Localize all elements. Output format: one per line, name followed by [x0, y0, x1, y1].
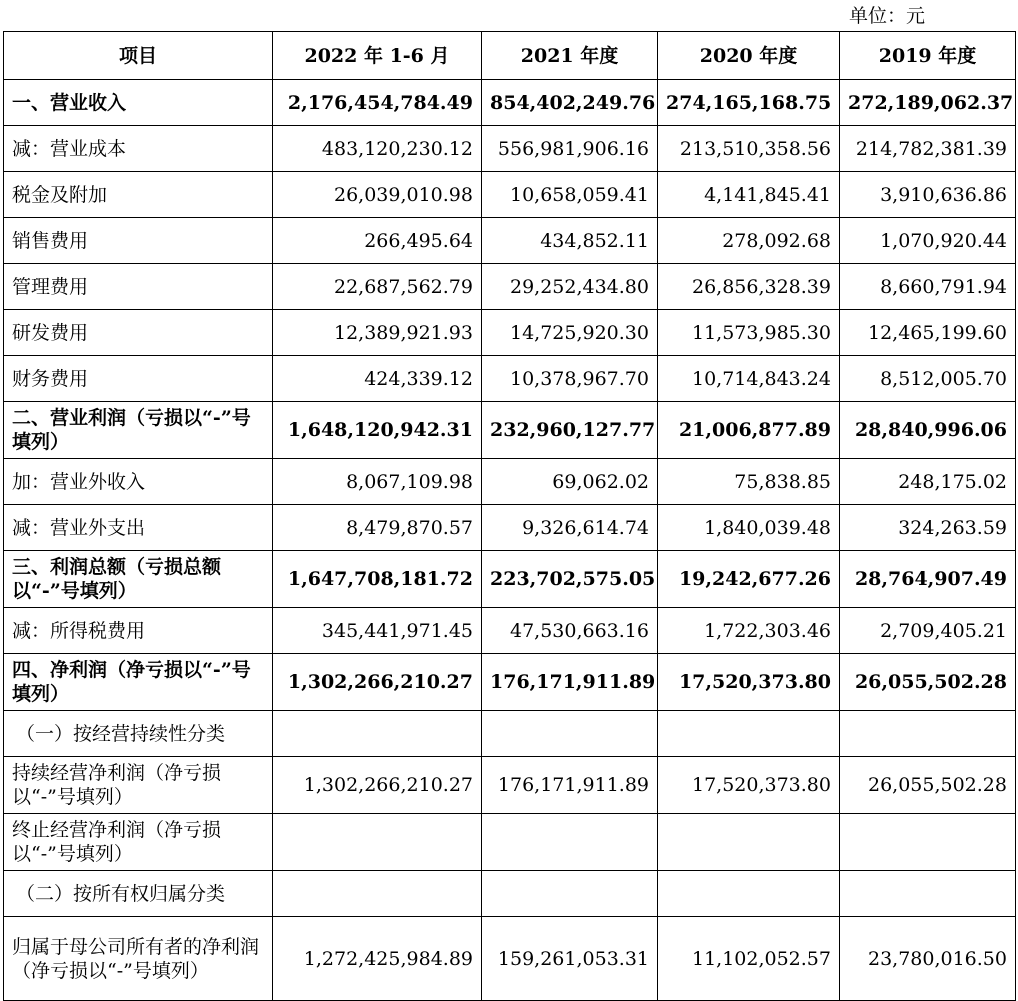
row-value: 2,176,454,784.49	[273, 80, 482, 126]
row-value: 232,960,127.77	[482, 402, 658, 459]
row-value: 28,840,996.06	[840, 402, 1016, 459]
table-row	[4, 356, 1016, 402]
row-value: 28,764,907.49	[840, 551, 1016, 608]
row-value: 1,272,425,984.89	[273, 917, 482, 1001]
table-row	[4, 654, 1016, 711]
row-value: 4,141,845.41	[658, 172, 840, 218]
row-value: 274,165,168.75	[658, 80, 840, 126]
row-value	[658, 871, 840, 917]
row-value: 1,070,920.44	[840, 218, 1016, 264]
row-value: 345,441,971.45	[273, 608, 482, 654]
row-label: 加：营业外收入	[4, 459, 273, 505]
row-label: （二）按所有权归属分类	[4, 871, 273, 917]
row-value: 8,512,005.70	[840, 356, 1016, 402]
row-value	[658, 711, 840, 757]
row-value: 223,702,575.05	[482, 551, 658, 608]
column-header-item: 项目	[4, 32, 273, 80]
row-value: 1,722,303.46	[658, 608, 840, 654]
row-label: 减：营业外支出	[4, 505, 273, 551]
row-value: 9,326,614.74	[482, 505, 658, 551]
row-value: 75,838.85	[658, 459, 840, 505]
row-label: 研发费用	[4, 310, 273, 356]
row-value: 1,840,039.48	[658, 505, 840, 551]
row-label: （一）按经营持续性分类	[4, 711, 273, 757]
row-value: 1,302,266,210.27	[273, 757, 482, 814]
row-value	[273, 871, 482, 917]
table-row	[4, 917, 1016, 1001]
row-value: 14,725,920.30	[482, 310, 658, 356]
row-value: 26,055,502.28	[840, 757, 1016, 814]
row-value: 483,120,230.12	[273, 126, 482, 172]
row-value: 3,910,636.86	[840, 172, 1016, 218]
table-row	[4, 218, 1016, 264]
row-value: 434,852.11	[482, 218, 658, 264]
row-label: 管理费用	[4, 264, 273, 310]
row-label: 归属于母公司所有者的净利润（净亏损以“-”号填列）	[4, 917, 273, 1001]
row-value: 8,479,870.57	[273, 505, 482, 551]
row-label: 财务费用	[4, 356, 273, 402]
table-row	[4, 505, 1016, 551]
row-label: 二、营业利润（亏损以“-”号填列）	[4, 402, 273, 459]
row-value	[658, 814, 840, 871]
row-value: 26,039,010.98	[273, 172, 482, 218]
row-value: 1,647,708,181.72	[273, 551, 482, 608]
row-value: 23,780,016.50	[840, 917, 1016, 1001]
row-value: 1,648,120,942.31	[273, 402, 482, 459]
row-value: 176,171,911.89	[482, 654, 658, 711]
column-header-period: 2019 年度	[840, 32, 1016, 80]
row-value: 10,714,843.24	[658, 356, 840, 402]
table-header-row	[4, 32, 1016, 80]
row-label: 减：营业成本	[4, 126, 273, 172]
row-label: 销售费用	[4, 218, 273, 264]
table-row	[4, 80, 1016, 126]
row-value: 248,175.02	[840, 459, 1016, 505]
row-value: 176,171,911.89	[482, 757, 658, 814]
row-value: 10,378,967.70	[482, 356, 658, 402]
row-value: 22,687,562.79	[273, 264, 482, 310]
row-value: 12,389,921.93	[273, 310, 482, 356]
row-value	[840, 814, 1016, 871]
row-value: 17,520,373.80	[658, 757, 840, 814]
table-row	[4, 551, 1016, 608]
row-label: 一、营业收入	[4, 80, 273, 126]
row-value: 214,782,381.39	[840, 126, 1016, 172]
row-value: 12,465,199.60	[840, 310, 1016, 356]
row-value: 424,339.12	[273, 356, 482, 402]
table-row	[4, 608, 1016, 654]
row-value	[482, 871, 658, 917]
row-value: 2,709,405.21	[840, 608, 1016, 654]
row-label: 减：所得税费用	[4, 608, 273, 654]
row-label: 三、利润总额（亏损总额以“-”号填列）	[4, 551, 273, 608]
row-value: 26,856,328.39	[658, 264, 840, 310]
row-value: 11,102,052.57	[658, 917, 840, 1001]
row-label: 四、净利润（净亏损以“-”号填列）	[4, 654, 273, 711]
row-value: 26,055,502.28	[840, 654, 1016, 711]
row-value: 29,252,434.80	[482, 264, 658, 310]
row-value: 11,573,985.30	[658, 310, 840, 356]
row-value: 1,302,266,210.27	[273, 654, 482, 711]
row-value	[273, 711, 482, 757]
table-row	[4, 459, 1016, 505]
row-value: 8,660,791.94	[840, 264, 1016, 310]
column-header-period: 2020 年度	[658, 32, 840, 80]
row-label: 终止经营净利润（净亏损以“-”号填列）	[4, 814, 273, 871]
income-statement-table	[3, 31, 1016, 1001]
row-value: 324,263.59	[840, 505, 1016, 551]
row-value: 21,006,877.89	[658, 402, 840, 459]
row-value: 47,530,663.16	[482, 608, 658, 654]
row-value	[273, 814, 482, 871]
row-value	[482, 814, 658, 871]
table-row	[4, 172, 1016, 218]
row-value	[840, 711, 1016, 757]
row-label: 税金及附加	[4, 172, 273, 218]
table-row	[4, 310, 1016, 356]
row-value: 17,520,373.80	[658, 654, 840, 711]
row-value	[840, 871, 1016, 917]
table-row	[4, 264, 1016, 310]
row-value: 159,261,053.31	[482, 917, 658, 1001]
row-value: 272,189,062.37	[840, 80, 1016, 126]
column-header-period: 2021 年度	[482, 32, 658, 80]
table-row	[4, 126, 1016, 172]
row-value: 854,402,249.76	[482, 80, 658, 126]
row-value: 266,495.64	[273, 218, 482, 264]
row-value: 8,067,109.98	[273, 459, 482, 505]
table-row	[4, 814, 1016, 871]
row-value: 19,242,677.26	[658, 551, 840, 608]
table-row	[4, 402, 1016, 459]
row-value: 10,658,059.41	[482, 172, 658, 218]
column-header-period: 2022 年 1-6 月	[273, 32, 482, 80]
row-value: 556,981,906.16	[482, 126, 658, 172]
row-value	[482, 711, 658, 757]
table-row	[4, 757, 1016, 814]
table-row	[4, 711, 1016, 757]
row-value: 69,062.02	[482, 459, 658, 505]
table-row	[4, 871, 1016, 917]
row-value: 213,510,358.56	[658, 126, 840, 172]
unit-label: 单位：元	[848, 5, 925, 27]
row-value: 278,092.68	[658, 218, 840, 264]
row-label: 持续经营净利润（净亏损以“-”号填列）	[4, 757, 273, 814]
